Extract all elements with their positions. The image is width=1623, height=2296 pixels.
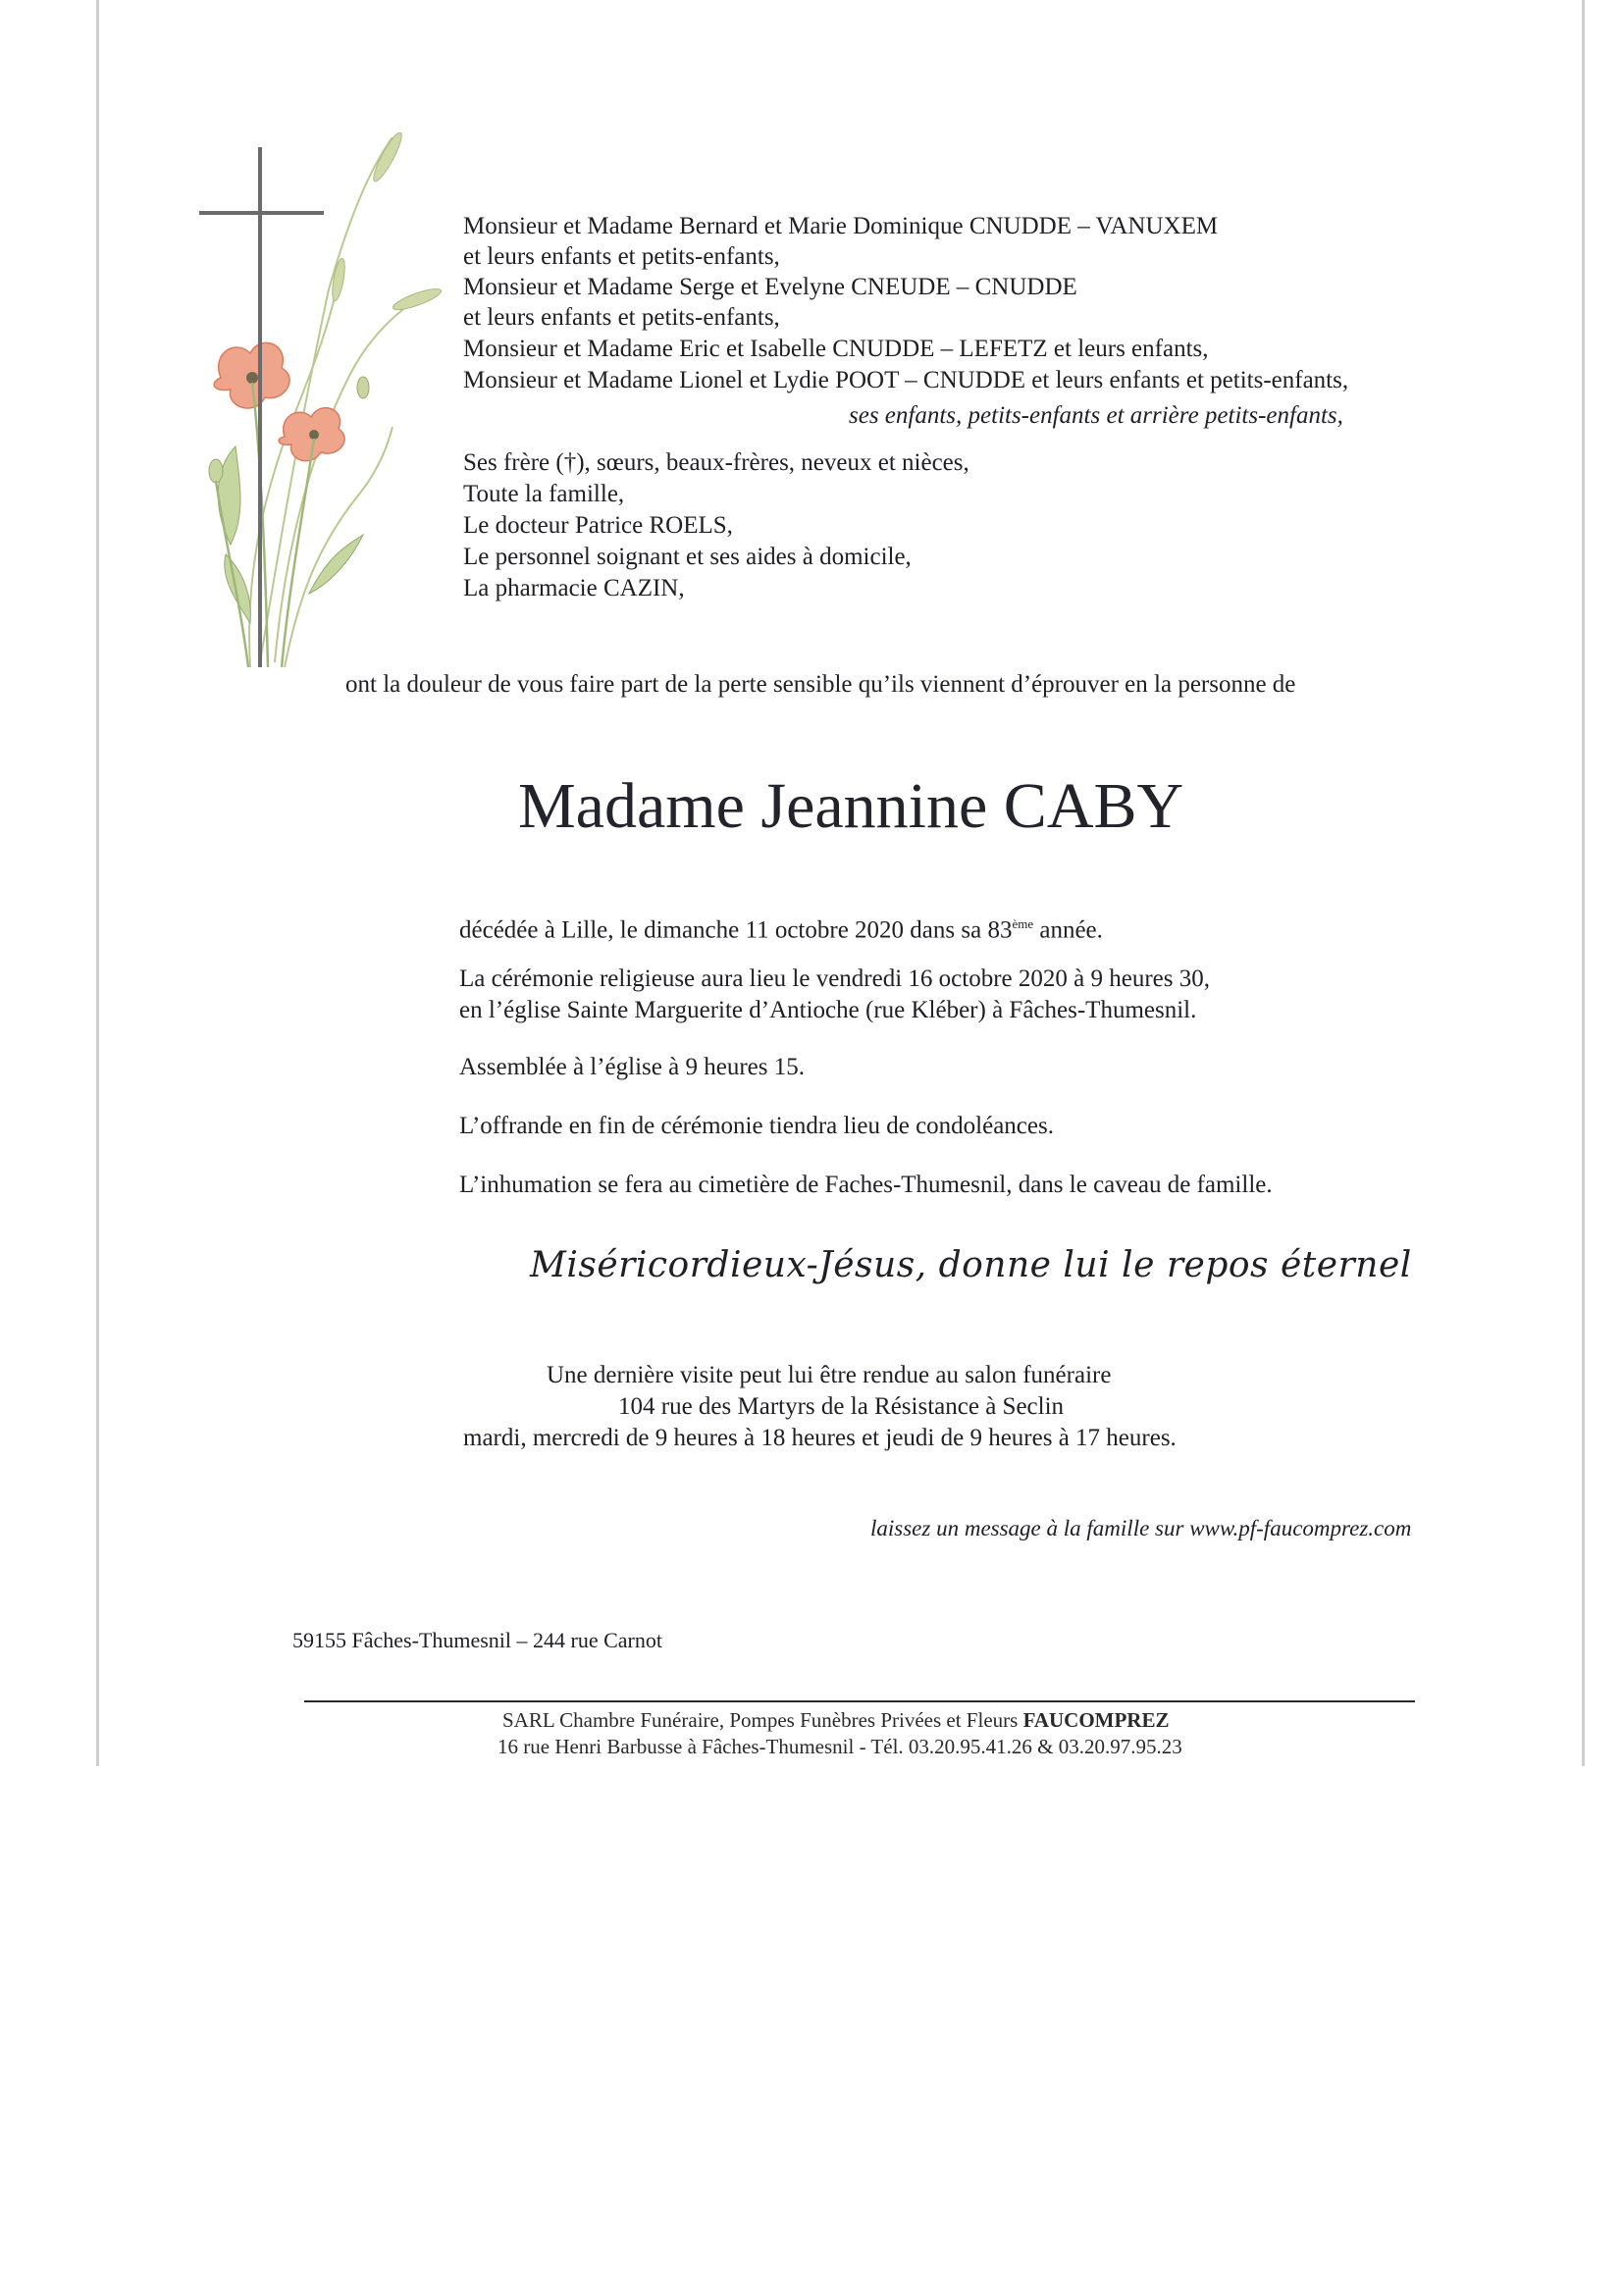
message-link[interactable]: laissez un message à la famille sur www.pf-faucomprez.com <box>870 1516 1412 1540</box>
announcer-line-10: Le docteur Patrice ROELS, <box>463 512 733 539</box>
cross-poppy-illustration <box>191 132 466 682</box>
announcer-line-2: et leurs enfants et petits-enfants, <box>463 243 780 270</box>
prayer-text: Miséricordieux-Jésus, donne lui le repos éternel <box>530 1245 1412 1285</box>
announcer-line-12: La pharmacie CAZIN, <box>463 575 685 601</box>
wheat-ears <box>330 132 443 314</box>
announcer-line-7: ses enfants, petits-enfants et arrière petits-enfants, <box>849 402 1343 429</box>
announcer-line-3: Monsieur et Madame Serge et Evelyne CNEUDE – CNUDDE <box>463 274 1077 300</box>
footer-divider <box>304 1700 1415 1702</box>
footer-address-phone: 16 rue Henri Barbusse à Fâches-Thumesnil - Tél. 03.20.95.41.26 & 03.20.97.95.23 <box>497 1735 1182 1758</box>
footer-company <box>502 1707 1170 1733</box>
death-details <box>459 910 1103 945</box>
announcer-line-5: Monsieur et Madame Eric et Isabelle CNUDDE – LEFETZ et leurs enfants, <box>463 336 1209 362</box>
deceased-name: Madame Jeannine CABY <box>518 770 1184 842</box>
death-details-suffix: année. <box>1033 916 1103 944</box>
visit-line-1: Une dernière visite peut lui être rendue au salon funéraire <box>547 1362 1112 1388</box>
announcer-line-11: Le personnel soignant et ses aides à domicile, <box>463 544 912 570</box>
death-details-sup: ème <box>1012 916 1034 931</box>
announcer-line-4: et leurs enfants et petits-enfants, <box>463 304 780 331</box>
assembly-line: Assemblée à l’église à 9 heures 15. <box>459 1054 805 1080</box>
footer-company-name: FAUCOMPREZ <box>1022 1708 1170 1732</box>
page-edge-right <box>1582 0 1585 1766</box>
announcer-line-6: Monsieur et Madame Lionel et Lydie POOT – CNUDDE et leurs enfants et petits-enfants, <box>463 367 1349 393</box>
announcement-text: ont la douleur de vous faire part de la perte sensible qu’ils viennent d’éprouver en la personne de <box>345 671 1296 698</box>
death-details-text: décédée à Lille, le dimanche 11 octobre 2020 dans sa 83 <box>459 916 1013 944</box>
ceremony-line-1: La cérémonie religieuse aura lieu le vendredi 16 octobre 2020 à 9 heures 30, <box>459 965 1210 992</box>
ceremony-line-2: en l’église Sainte Marguerite d’Antioche (rue Kléber) à Fâches-Thumesnil. <box>459 997 1197 1023</box>
announcer-line-1: Monsieur et Madame Bernard et Marie Dominique CNUDDE – VANUXEM <box>463 213 1219 239</box>
wheat-stems <box>249 137 427 667</box>
visit-line-2: 104 rue des Martyrs de la Résistance à Seclin <box>618 1393 1065 1420</box>
page-edge-left <box>96 0 99 1766</box>
offering-line: L’offrande en fin de cérémonie tiendra lieu de condoléances. <box>459 1113 1054 1139</box>
footer-company-text: SARL Chambre Funéraire, Pompes Funèbres Privées et Fleurs <box>502 1708 1023 1732</box>
visit-line-3: mardi, mercredi de 9 heures à 18 heures et jeudi de 9 heures à 17 heures. <box>463 1425 1177 1451</box>
burial-line: L’inhumation se fera au cimetière de Faches-Thumesnil, dans le caveau de famille. <box>459 1172 1273 1198</box>
family-address: 59155 Fâches-Thumesnil – 244 rue Carnot <box>292 1628 662 1652</box>
announcer-line-8: Ses frère (†), sœurs, beaux-frères, neveux et nièces, <box>463 449 969 476</box>
announcer-line-9: Toute la famille, <box>463 481 625 507</box>
